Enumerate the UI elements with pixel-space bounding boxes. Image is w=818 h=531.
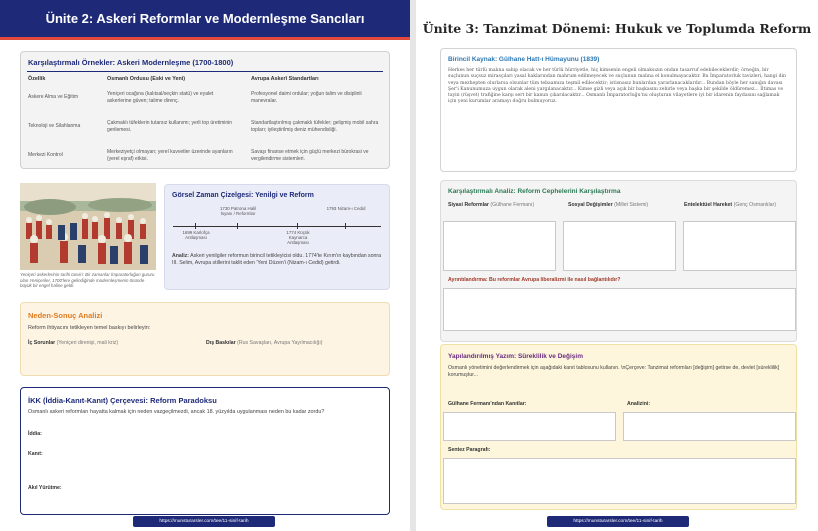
source-title: Birincil Kaynak: Gülhane Hatt-ı Hümayunu (1839) [448,56,600,63]
military-comparison-card [20,51,390,169]
intellectual-answer-box[interactable] [683,221,796,271]
analysis-text: Askeri yenilgiler reformun birincil tetikleyicisi oldu. 1774'te Kırım'ın kaybından sonra III. Selim, Avrupa stillerini taklit eden 'Yeni Düzen'i (Nizam-ı Cedid) getirdi. [172,253,382,266]
social-answer-box[interactable] [563,221,676,271]
visual-timeline-card [164,184,390,290]
image-caption: Yeniçeri askerlerinin tarihi tasviri: Bir zamanlar İmparatorluğun gururu olan Yeniçeriler, 1700'lere gelindiğinde modernleşmenin önünde büyük bir engel haline geldi. [20,272,155,289]
cause-effect-title: Neden-Sonuç Analizi [28,311,103,320]
ikk-title: İKK (İddia-Kanıt-Kanıt) Çerçevesi: Reform Paradoksu [28,396,217,405]
internal-issues-hint: (Yeniçeri direnişi, mali kriz) [56,340,119,346]
cause-effect-card [20,302,390,376]
comparison-title: Karşılaştırmalı Örnekler: Askeri Modernleşme (1700-1800) [28,58,234,67]
timeline-analysis [172,253,384,267]
structured-instruction: Osmanlı yönetimini değerlendirmek için aşağıdaki kanıt tablosunu kullanın. \nÇerçeve: Tanzimat reformları [değişim] getirse de, devlet [süreklilik] korumuştur... [448,365,780,378]
external-pressures-hint: (Rus Savaşları, Avrupa Yayılmacılığı) [237,340,323,346]
col-header-feature: Özellik [28,76,46,82]
political-answer-box[interactable] [443,221,556,271]
left-footer-url[interactable]: https://munsturarsler.com/tee/11-sinif-tarih [133,516,275,527]
analysis-answer-box[interactable] [623,412,796,441]
source-text: Herkes her türlü malına sahip olacak ve her türlü hürriyetle, hiç kimsenin engeli olmaksızın ondan tasarruf edebileceklerdir; örneğin, bir suçlunun suçsuz mirasçıları yasal haklarından mahrum edilmeyecek ve suçlunun malına el konulmayacaktır. Bu İmparatorluk tavizleri, hangi din veya mezhepten olurlarsa olsunlar tüm tebaamıza teşmil edilecektir; istisnasız bunlardan yararlanacaklardır... Bundan böyle her sanığın davası Şer'i Kanunumuza uygun olarak aleni yargılanacaktır... Kimse gizli veya açık bir başkasını zehirle veya başka bir şekilde öldüremez... İltimas ve tayin (rüşvet) trafiğine karşı sert bir kanun çıkarılacaktır... Osmanlı İmparatorluğu'nu oluşturan vilayetlere iyi bir idarenin faydasını sağlamak için yeni kurumlar aramayı doğru bulmuyoruz. [448,68,786,105]
row2-ottoman: Çakmaklı tüfeklerin tutarsız kullanımı; yerli top üretiminin gerilemesi. [107,120,233,133]
elaborate-prompt: Ayrıntılandırma: Bu reformlar Avrupa liberalizmi ile nasıl bağlantılıdır? [448,277,621,283]
col-header-europe: Avrupa Askerî Standartları [251,76,319,82]
reform-comparison-card [440,180,797,342]
elaborate-answer-box[interactable] [443,288,796,331]
timeline-tick-1730 [237,223,238,229]
row1-europe: Profesyonel daimi ordular; yoğun talim ve disiplinli manevralar. [251,91,362,104]
synthesis-label: Sentez Paragrafı: [448,447,491,453]
ikk-question: Osmanlı askeri reformları hayatta kalmak için neden vazgeçilmezdi, ancak 18. yüzyılda uygulanması neden bu kadar zordu? [28,409,325,415]
timeline-tick-1774 [297,223,298,229]
ikk-framework-card [20,387,390,515]
row2-feature: Teknoloji ve Silahlanma [28,123,81,129]
external-pressures [206,340,323,346]
primary-source-card [440,48,797,172]
internal-issues-label: İç Sorunlar [28,340,56,346]
unit-2-header: Ünite 2: Askeri Reformlar ve Modernleşme Sancıları [0,0,410,40]
internal-issues [28,340,118,346]
event-1730-label: 1730 Patrona Halil İsyanı / Reformlar [219,206,257,217]
unit-3-header: Ünite 3: Tanzimat Dönemi: Hukuk ve Toplumda Reform [422,21,812,36]
col-political-label: Siyasi Reformlar [448,202,489,208]
col-header-ottoman: Osmanlı Ordusu (Eski ve Yeni) [107,76,186,82]
synthesis-answer-box[interactable] [443,458,796,504]
evidence-gulhane-label: Gülhane Fermanı'ndan Kanıtlar: [448,401,527,407]
timeline-title: Görsel Zaman Çizelgesi: Yenilgi ve Reform [172,192,314,199]
analysis-label: Analizini: [627,401,651,407]
external-pressures-label: Dış Baskılar [206,340,236,346]
structured-title: Yapılandırılmış Yazım: Süreklilik ve Değişim [448,353,583,360]
row1-feature: Askere Alma ve Eğitim [28,94,79,100]
claim-label: İddia: [28,431,42,437]
row3-feature: Merkezi Kontrol [28,152,63,158]
event-1774-label: 1774 Küçük Kaynarca Antlaşması [286,230,310,246]
event-1699-label: 1699 Karlofça Antlaşması [182,230,210,241]
structured-writing-card [440,344,797,510]
timeline-axis [173,226,381,227]
right-page [416,0,818,531]
row1-ottoman: Yeniçeri ocağına (kalıtsal/seçkin statü) ve eyalet askerlerine güven; talime direnç. [107,91,214,104]
col-intellectual [684,202,776,208]
analysis-label: Analiz: [172,253,190,259]
col-social-label: Sosyal Değişimler [568,202,613,208]
col-social-hint: (Millet Sistemi) [614,202,649,208]
col-political [448,202,534,208]
timeline-tick-1793 [345,223,346,229]
evidence-label: Kanıt: [28,451,43,457]
evidence-answer-box[interactable] [443,412,616,441]
col-intellectual-label: Entelektüel Hareket [684,202,733,208]
row3-ottoman: Merkeziyetçi olmayan; yerel kuvvetler üzerinde ayanların (yerel eşraf) etkisi. [107,149,233,162]
row3-europe: Savaşı finanse etmek için güçlü merkezi bürokrasi ve vergilendirme sistemleri. [251,149,369,162]
col-political-hint: (Gülhane Fermanı) [490,202,535,208]
event-1793-label: 1793 Nizam-ı Cedid [326,206,366,211]
col-intellectual-hint: (Genç Osmanlılar) [733,202,776,208]
cause-effect-intro: Reform ihtiyacını tetikleyen temel baskıyı belirleyin: [28,325,151,331]
reform-comparison-title: Karşılaştırmalı Analiz: Reform Cephelerini Karşılaştırma [448,188,621,195]
janissary-illustration [20,183,156,270]
col-social [568,202,648,208]
title-underline [27,71,383,72]
timeline-tick-1699 [195,223,196,229]
row2-europe: Standartlaştırılmış çakmaklı tüfekler; gelişmiş mobil sahra topları; iyileştirilmiş deniz mühendisliği. [251,120,379,133]
right-footer-url[interactable]: https://munsturarsler.com/tee/11-sinif-tarih [547,516,689,527]
reasoning-label: Akıl Yürütme: [28,485,62,491]
